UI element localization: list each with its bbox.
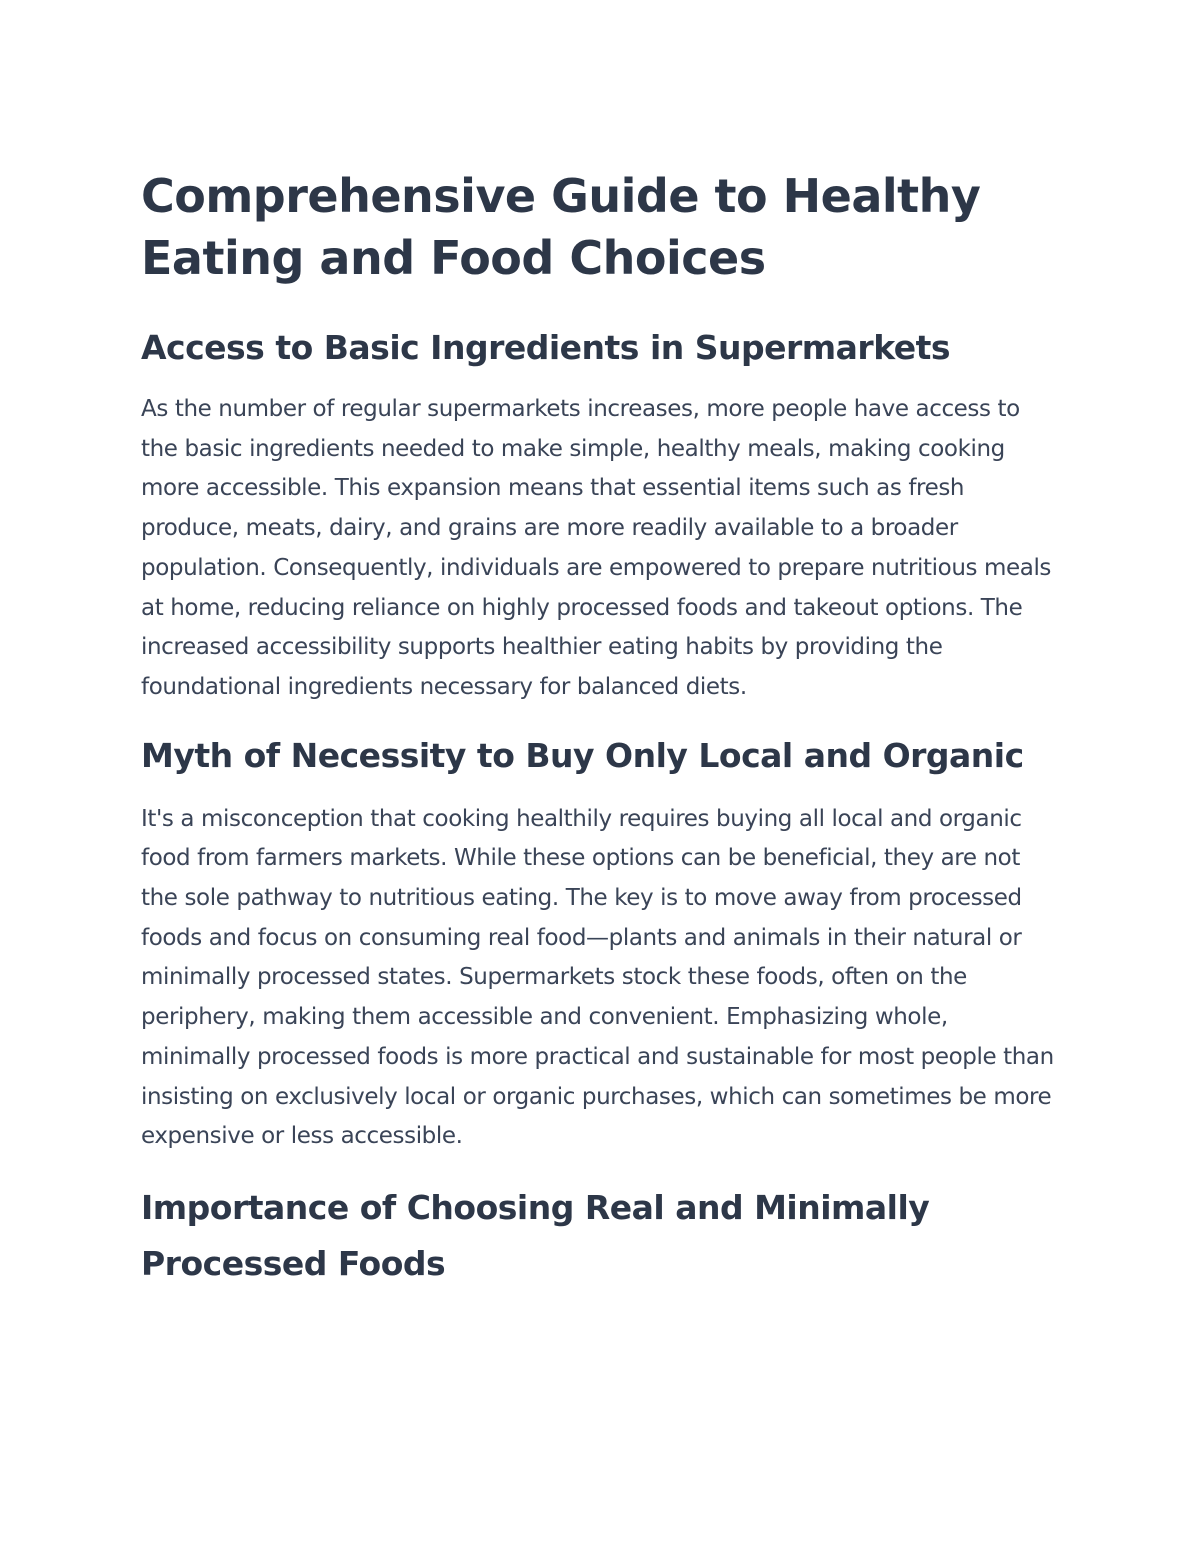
document-title: Comprehensive Guide to Healthy Eating and Food Choices [141,169,981,285]
section-heading-access: Access to Basic Ingredients in Supermarkets [141,328,951,367]
document-page [141,165,1061,1292]
section-heading-importance: Importance of Choosing Real and Minimally Processed Foods [141,1187,930,1283]
section-body-myth: It's a misconception that cooking healthily requires buying all local and organic food from farmers markets. While these options can be beneficial, they are not the sole pathway to nutritious eating. The key is to move away from processed foods and focus on consuming real food—plants and animals in their natural or minimally processed states. Supermarkets stock these foods, often on the periphery, making them accessible and convenient. Emphasizing whole, minimally processed foods is more practical and sustainable for most people than insisting on exclusively local or organic purchases, which can sometimes be more expensive or less accessible. [141,805,1054,1150]
section-body-access: As the number of regular supermarkets increases, more people have access to the basic ingredients needed to make simple, healthy meals, making cooking more accessible. This expansion means that essential items such as fresh produce, meats, dairy, and grains are more readily available to a broader population. Consequently, individuals are empowered to prepare nutritious meals at home, reducing reliance on highly processed foods and takeout options. The increased accessibility supports healthier eating habits by providing the foundational ingredients necessary for balanced diets. [141,396,1052,700]
section-heading-myth: Myth of Necessity to Buy Only Local and Organic [141,735,1024,775]
